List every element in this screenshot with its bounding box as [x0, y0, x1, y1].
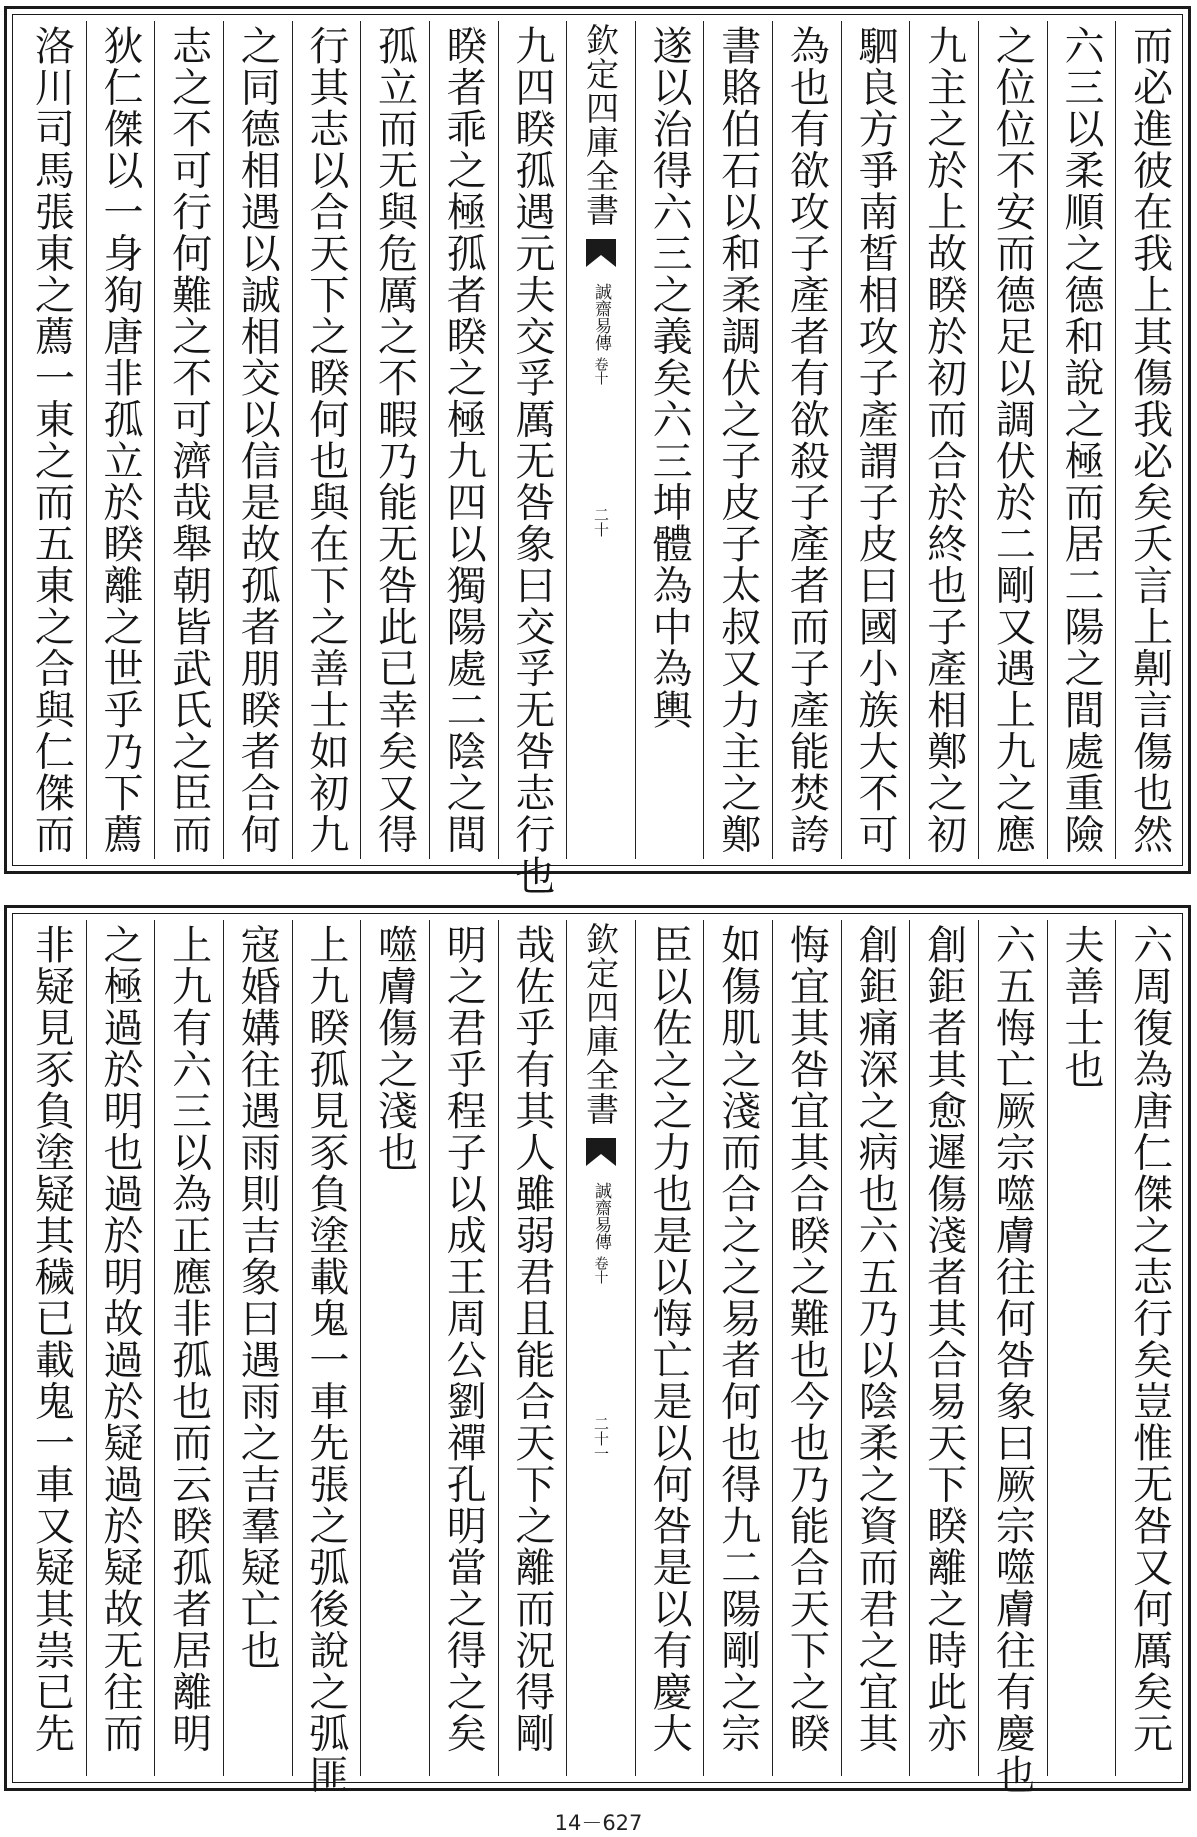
text-column	[429, 924, 498, 1772]
column-text: 志之不可行何難之不可濟哉舉朝皆武氏之臣而	[165, 25, 212, 855]
column-divider	[86, 920, 87, 1776]
spine-folio: 二十	[592, 507, 610, 538]
column-divider	[909, 21, 910, 859]
column-divider	[1115, 21, 1116, 859]
column-text: 六三以柔順之德和說之極而居二陽之間處重險	[1058, 25, 1105, 855]
page-number: 14－627	[554, 1811, 643, 1835]
text-column	[772, 25, 841, 855]
text-column	[978, 25, 1047, 855]
spine-volume: 卷十	[592, 357, 609, 385]
column-divider	[154, 21, 155, 859]
column-text: 六五悔亡厥宗噬膚往何咎象曰厥宗噬膚往有慶也	[989, 924, 1036, 1796]
text-column	[1047, 924, 1116, 1772]
column-divider	[703, 920, 704, 1776]
column-text: 九主之於上故睽於初而合於終也子產相鄭之初	[920, 25, 967, 855]
column-text: 明之君乎程子以成王周公劉禪孔明當之得之矣	[440, 924, 487, 1754]
column-divider	[841, 920, 842, 1776]
column-divider	[566, 21, 567, 859]
column-divider	[154, 920, 155, 1776]
text-column	[635, 924, 704, 1772]
column-divider	[909, 920, 910, 1776]
column-text: 駟良方爭南皙相攻子產謂子皮曰國小族大不可	[852, 25, 899, 855]
text-column	[429, 25, 498, 855]
column-text: 為也有欲攻子產者有欲殺子產者而子產能焚誇	[783, 25, 830, 855]
text-column	[154, 25, 223, 855]
column-text: 之同德相遇以誠相交以信是故孤者朋睽者合何	[234, 25, 281, 855]
text-column	[703, 924, 772, 1772]
column-divider	[635, 21, 636, 859]
column-divider	[223, 920, 224, 1776]
column-divider	[292, 920, 293, 1776]
text-column	[909, 924, 978, 1772]
text-column	[86, 924, 155, 1772]
text-column	[498, 25, 567, 897]
column-text: 之極過於明也過於明故過於疑過於疑故无往而	[96, 924, 143, 1754]
column-text: 之位位不安而德足以調伏於二剛又遇上九之應	[989, 25, 1036, 855]
text-column	[17, 924, 86, 1772]
fish-tail-mark-icon	[584, 1136, 618, 1170]
column-text: 創鉅痛深之病也六五乃以陰柔之資而君之宜其	[852, 924, 899, 1754]
text-column	[841, 924, 910, 1772]
text-column	[223, 25, 292, 855]
text-column	[360, 25, 429, 855]
column-divider	[498, 21, 499, 859]
column-divider	[1115, 920, 1116, 1776]
column-text: 上九有六三以為正應非孤也而云睽孤者居離明	[165, 924, 212, 1754]
text-column	[635, 25, 704, 855]
column-text: 睽者乖之極孤者睽之極九四以獨陽處二陰之間	[440, 25, 487, 855]
column-divider	[978, 21, 979, 859]
text-column	[292, 924, 361, 1796]
text-column	[1047, 25, 1116, 855]
spine-folio: 二十一	[592, 1416, 610, 1462]
column-divider	[1047, 920, 1048, 1776]
top-book-page	[4, 6, 1191, 897]
text-column	[360, 924, 429, 1772]
column-text: 臣以佐之之力也是以悔亡是以何咎是以有慶大	[646, 924, 693, 1754]
column-divider	[429, 21, 430, 859]
fish-tail-mark-icon	[584, 237, 618, 271]
text-column	[86, 25, 155, 855]
column-text: 六周復為唐仁傑之志行矣豈惟无咎又何厲矣元	[1126, 924, 1173, 1754]
column-divider	[566, 920, 567, 1776]
column-divider	[360, 21, 361, 859]
text-column	[223, 924, 292, 1772]
spine-title: 欽定四庫全書	[581, 922, 620, 1126]
column-text: 悔宜其咎宜其合睽之難也今也乃能合天下之睽	[783, 924, 830, 1754]
text-column	[498, 924, 567, 1772]
column-text: 夫善士也	[1058, 924, 1105, 1090]
text-column	[1115, 924, 1184, 1772]
text-column	[1115, 25, 1184, 855]
column-text: 哉佐乎有其人雖弱君且能合天下之離而況得剛	[508, 924, 555, 1754]
spine-book-name: 誠齋易傳	[591, 1182, 611, 1250]
column-divider	[635, 920, 636, 1776]
column-text: 行其志以合天下之睽何也與在下之善士如初九	[302, 25, 349, 855]
column-text: 九四睽孤遇元夫交孚厲无咎象曰交孚无咎志行也	[508, 25, 555, 897]
column-divider	[772, 21, 773, 859]
column-divider	[86, 21, 87, 859]
text-column	[772, 924, 841, 1772]
book-spine	[573, 920, 629, 1776]
text-column	[909, 25, 978, 855]
column-text: 孤立而无與危厲之不暇乃能无咎此已幸矣又得	[371, 25, 418, 855]
column-text: 而必進彼在我上其傷我必矣夭言上劓言傷也然	[1126, 25, 1173, 855]
column-text: 狄仁傑以一身狥唐非孤立於睽離之世乎乃下薦	[96, 25, 143, 855]
column-divider	[772, 920, 773, 1776]
column-text: 如傷肌之淺而合之之易者何也得九二陽剛之宗	[714, 924, 761, 1754]
column-divider	[429, 920, 430, 1776]
text-column	[703, 25, 772, 855]
column-text: 非疑見豕負塗疑其穢已載鬼一車又疑其祟已先	[28, 924, 75, 1754]
column-text: 上九睽孤見豕負塗載鬼一車先張之弧後說之弧匪	[302, 924, 349, 1796]
column-divider	[1047, 21, 1048, 859]
column-text: 噬膚傷之淺也	[371, 924, 418, 1173]
text-column	[841, 25, 910, 855]
column-divider	[978, 920, 979, 1776]
spine-title: 欽定四庫全書	[581, 23, 620, 227]
text-column	[978, 924, 1047, 1796]
book-spine	[573, 21, 629, 859]
column-divider	[841, 21, 842, 859]
column-text: 書賂伯石以和柔調伏之子皮子太叔又力主之鄭	[714, 25, 761, 855]
spine-book-name: 誠齋易傳	[591, 283, 611, 351]
column-divider	[292, 21, 293, 859]
column-text: 洛川司馬張東之薦一東之而五東之合與仁傑而	[28, 25, 75, 855]
text-column	[17, 25, 86, 855]
text-column	[292, 25, 361, 855]
column-divider	[360, 920, 361, 1776]
column-text: 遂以治得六三之義矣六三坤體為中為輿	[646, 25, 693, 731]
column-text: 寇婚媾往遇雨則吉象曰遇雨之吉羣疑亡也	[234, 924, 281, 1671]
column-divider	[223, 21, 224, 859]
text-column	[154, 924, 223, 1772]
column-divider	[498, 920, 499, 1776]
spine-volume: 卷十	[592, 1256, 609, 1284]
column-divider	[703, 21, 704, 859]
bottom-book-page	[4, 905, 1191, 1796]
column-text: 創鉅者其愈遲傷淺者其合易天下睽離之時此亦	[920, 924, 967, 1754]
